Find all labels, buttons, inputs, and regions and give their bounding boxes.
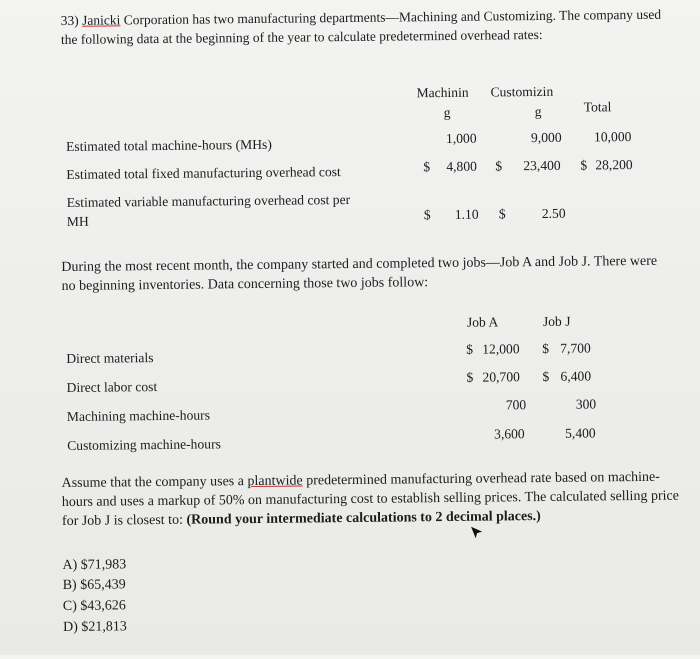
machining-hours-job-j: 300	[575, 396, 597, 412]
option-d[interactable]	[63, 619, 127, 636]
row-label-variable-overhead: Estimated variable manufacturing overhead cost per	[66, 191, 351, 210]
mh-machining: 1,000	[445, 130, 477, 146]
header-customizing: Customizin	[490, 83, 554, 100]
option-a[interactable]	[62, 557, 126, 574]
jobs-paragraph: During the most recent month, the company started and completed two jobs—Job A and Job J. There were no beginning inventories. Data concerning those two jobs follow:	[61, 253, 658, 295]
fixed-customizing: 23,400	[523, 157, 561, 174]
plantwide-word: plantwide	[247, 473, 303, 490]
dl-job-j-symbol: $	[542, 368, 550, 384]
variable-machining-symbol: $	[423, 207, 431, 223]
mh-total: 10,000	[593, 129, 632, 145]
question-text-part2: predetermined manufacturing overhead rate based on machine-hours and uses a markup of 50% on manufacturing cost to establish selling prices. The calculated selling price for Job J is closest to:	[61, 469, 679, 530]
option-c[interactable]	[63, 598, 126, 615]
option-d-value: $21,813	[81, 619, 127, 635]
option-c-value: $43,626	[80, 598, 126, 614]
option-a-value: $71,983	[80, 557, 127, 573]
customizing-hours-job-j: 5,400	[565, 425, 596, 441]
row-label-direct-labor: Direct labor cost	[66, 379, 158, 395]
dl-job-a-symbol: $	[466, 369, 474, 385]
mouse-cursor-icon	[470, 526, 484, 540]
machining-hours-job-a: 700	[505, 397, 527, 413]
dm-job-j: 7,700	[560, 340, 591, 356]
header-job-j: Job J	[542, 313, 571, 329]
question-paragraph	[61, 468, 682, 531]
option-b[interactable]	[63, 577, 126, 594]
option-b-value: $65,439	[80, 577, 126, 593]
company-name: Janicki	[82, 12, 121, 28]
question-text-part1: Assume that the company uses a	[61, 474, 245, 492]
dm-job-a-symbol: $	[466, 341, 474, 357]
customizing-hours-job-a: 3,600	[494, 426, 525, 442]
fixed-customizing-symbol: $	[495, 158, 503, 174]
option-b-letter: B)	[62, 577, 77, 594]
fixed-total: 28,200	[595, 157, 633, 173]
rounding-instruction: (Round your intermediate calculations to 2 decimal places.)	[186, 509, 541, 528]
variable-machining: 1.10	[454, 206, 479, 222]
header-machining: Machinin	[416, 84, 469, 101]
dl-job-j: 6,400	[560, 368, 592, 384]
header-job-a: Job A	[466, 314, 499, 330]
row-label-machining-hours: Machining machine-hours	[66, 407, 211, 424]
header-machining-wrap: g	[443, 104, 451, 121]
row-label-variable-overhead-wrap: MH	[66, 213, 89, 229]
mh-customizing: 9,000	[530, 129, 562, 146]
variable-customizing: 2.50	[541, 205, 566, 221]
header-customizing-wrap: g	[534, 103, 542, 120]
question-intro	[61, 5, 671, 49]
row-label-fixed-overhead: Estimated total fixed manufacturing overhead cost	[66, 164, 341, 182]
dl-job-a: 20,700	[482, 369, 520, 385]
fixed-total-symbol: $	[580, 157, 588, 173]
header-total: Total	[583, 99, 612, 115]
dm-job-a: 12,000	[482, 341, 520, 357]
option-d-letter: D)	[63, 619, 78, 636]
row-label-machine-hours: Estimated total machine-hours (MHs)	[65, 136, 272, 154]
variable-customizing-symbol: $	[498, 206, 506, 222]
fixed-machining: 4,800	[446, 158, 477, 174]
dm-job-j-symbol: $	[542, 340, 550, 356]
question-number: 33)	[60, 12, 79, 29]
option-a-letter: A)	[62, 557, 78, 574]
row-label-direct-materials: Direct materials	[66, 350, 154, 366]
question-intro-text: Corporation has two manufacturing departments—Machining and Customizing. The company used the following data at the beginning of the year to calculate predetermined overhead rates:	[60, 6, 662, 48]
row-label-customizing-hours: Customizing machine-hours	[67, 436, 221, 453]
option-c-letter: C)	[62, 598, 77, 615]
fixed-machining-symbol: $	[423, 159, 431, 175]
